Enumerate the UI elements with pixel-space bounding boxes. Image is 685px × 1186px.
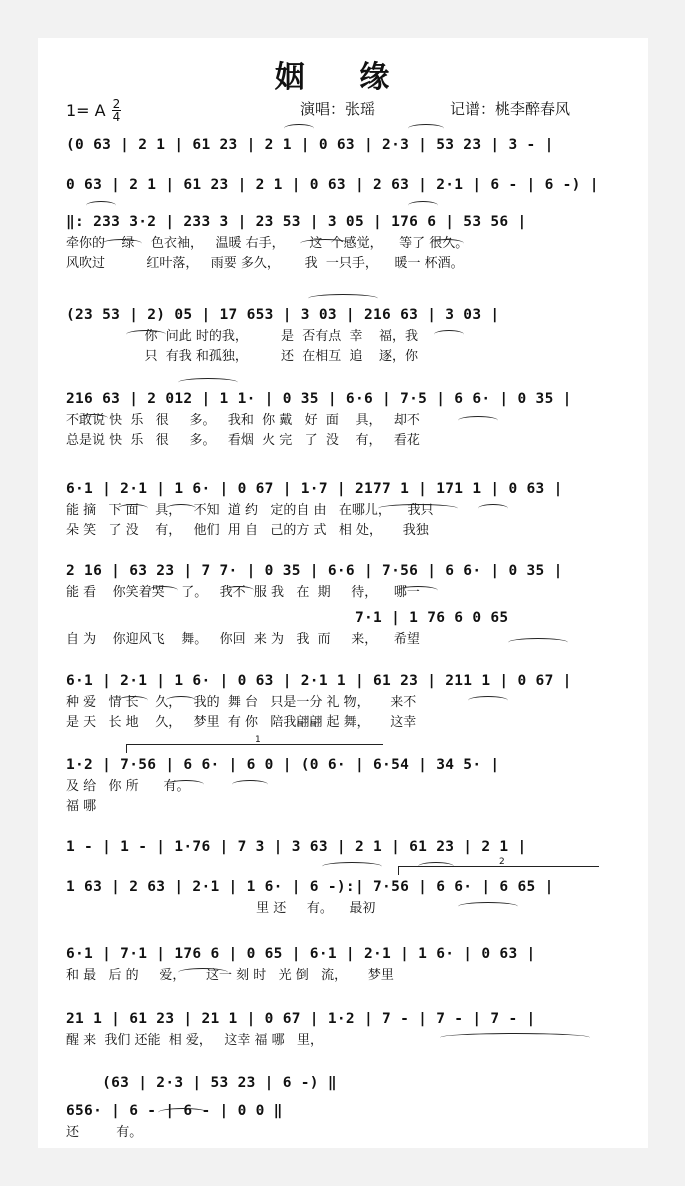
slur-mark — [322, 862, 382, 871]
time-signature-bottom: 4 — [112, 110, 121, 124]
notation-line-14: 21 1 | 61 23 | 21 1 | 0 67 | 1·2 | 7 - | 7 - | 7 - | — [66, 1011, 536, 1027]
transcriber-credit: 记谱：桃李醉春风 — [450, 100, 571, 118]
time-signature-top: 2 — [112, 97, 121, 111]
slur-mark — [478, 504, 508, 513]
lyric-line-9-2: 是 天 长 地 久， 梦里 有 你 陪我翩翩 起 舞， 这幸 — [66, 715, 417, 730]
slur-mark — [284, 124, 314, 133]
notation-line-10: 1·2 | 7·56 | 6 6· | 6 0 | (0 6· | 6·54 | 34 5· | — [66, 757, 500, 773]
notation-line-4: (23 53 | 2) 05 | 17 653 | 3 03 | 216 63 | 3 03 | — [66, 307, 500, 323]
lyric-line-14-1: 醒 来 我们 还能 相 爱， 这幸 福 哪 里， — [66, 1033, 323, 1048]
notation-line-7: 2 16 | 63 23 | 7 7· | 0 35 | 6·6 | 7·56 | 6 6· | 0 35 | — [66, 563, 563, 579]
slur-mark — [102, 239, 142, 248]
lyric-line-8-1: 自 为 你迎风飞 舞。 你回 来 为 我 而 来， 希望 — [66, 632, 420, 647]
slur-mark — [148, 586, 178, 595]
slur-mark — [232, 780, 268, 789]
volta-bracket: 2 — [398, 866, 599, 875]
singer-credit: 演唱：张瑶 — [300, 100, 376, 118]
notation-line-9: 6·1 | 2·1 | 1 6· | 0 63 | 2·1 1 | 61 23 | 211 1 | 0 67 | — [66, 673, 572, 689]
lyric-line-6-1: 能 摘 下 面 具， 不知 道 约 定的自 由 在哪儿， 我只 — [66, 503, 434, 518]
lyric-line-3-2: 风吹过 红叶落， 雨要 多久， 我 一只手， 暖一 杯酒。 — [66, 256, 464, 271]
slur-mark — [434, 330, 464, 339]
notation-line-2: 0 63 | 2 1 | 61 23 | 2 1 | 0 63 | 2 63 | 2·1 | 6 - | 6 -) | — [66, 177, 599, 193]
lyric-line-10-1: 及 给 你 所 有。 — [66, 779, 190, 794]
slur-mark — [508, 638, 568, 647]
notation-line-8: 7·1 | 1 76 6 0 65 — [66, 610, 509, 626]
lyric-line-4-1: 你 问此 时的我， 是 否有点 幸 福，我 — [66, 329, 419, 344]
lyric-line-6-2: 朵 笑 了 没 有， 他们 用 自 己的方 式 相 处， 我独 — [66, 523, 429, 538]
lyric-line-4-2: 只 有我 和孤独， 还 在相互 追 逐，你 — [66, 349, 419, 364]
lyric-line-12-1: 里 还 有。 最初 — [66, 901, 376, 916]
sheet-music-page — [38, 38, 648, 1148]
slur-mark — [300, 239, 350, 248]
slur-mark — [118, 696, 148, 705]
slur-mark — [398, 586, 438, 595]
slur-mark — [378, 504, 458, 513]
notation-line-6: 6·1 | 2·1 | 1 6· | 0 67 | 1·7 | 2177 1 | 171 1 | 0 63 | — [66, 481, 563, 497]
notation-line-5: 216 63 | 2 012 | 1 1· | 0 35 | 6·6 | 7·5 | 6 6· | 0 35 | — [66, 391, 572, 407]
notation-line-13: 6·1 | 7·1 | 176 6 | 0 65 | 6·1 | 2·1 | 1 6· | 0 63 | — [66, 946, 536, 962]
slur-mark — [408, 124, 444, 133]
lyric-line-5-2: 总是说 快 乐 很 多。 看烟 火 完 了 没 有， 看花 — [66, 433, 420, 448]
notation-line-15: (63 | 2·3 | 53 23 | 6 -) ‖ — [66, 1075, 337, 1091]
slur-mark — [158, 1108, 208, 1117]
key-label: 1= A — [66, 101, 106, 120]
lyric-line-9-1: 种 爱 情 长 久， 我的 舞 台 只是一分 礼 物， 来不 — [66, 695, 417, 710]
slur-mark — [178, 378, 238, 387]
key-signature — [66, 98, 121, 123]
lyric-line-5-1: 不敢说 快 乐 很 多。 我和 你 戴 好 面 具， 却不 — [66, 413, 420, 428]
slur-mark — [166, 504, 196, 513]
notation-line-12: 1 63 | 2 63 | 2·1 | 1 6· | 6 -):| 7·56 | 6 6· | 6 65 | — [66, 879, 554, 895]
slur-mark — [458, 902, 518, 911]
lyric-line-7-1: 能 看 你笑着哭 了。 我不 服 我 在 期 待， 哪一 — [66, 585, 420, 600]
volta-bracket: 1 — [126, 744, 383, 753]
notation-line-3: ‖: 233 3·2 | 233 3 | 23 53 | 3 05 | 176 6 | 53 56 | — [66, 214, 527, 230]
lyric-line-3-1: 牵你的 绿 色衣袖， 温暖 右手， 这 个感觉， 等了 很久。 — [66, 236, 469, 251]
slur-mark — [468, 696, 508, 705]
lyric-line-10-2: 福 哪 — [66, 799, 97, 814]
notation-line-16: 656· | 6 - | 6 - | 0 0 ‖ — [66, 1103, 283, 1119]
slur-mark — [86, 201, 116, 210]
song-title: 姻 缘 — [274, 60, 412, 95]
slur-mark — [126, 330, 166, 339]
slur-mark — [166, 696, 196, 705]
slur-mark — [224, 586, 254, 595]
time-signature — [112, 98, 122, 123]
slur-mark — [168, 780, 204, 789]
notation-line-11: 1 - | 1 - | 1·76 | 7 3 | 3 63 | 2 1 | 61 23 | 2 1 | — [66, 839, 527, 855]
slur-mark — [440, 1033, 590, 1042]
slur-mark — [408, 201, 438, 210]
slur-mark — [78, 414, 108, 423]
lyric-line-16-1: 还 有。 — [66, 1125, 143, 1140]
notation-line-1: (0 63 | 2 1 | 61 23 | 2 1 | 0 63 | 2·3 | 53 23 | 3 - | — [66, 137, 554, 153]
lyric-line-13-1: 和 最 后 的 爱， 这一 刻 时 光 倒 流， 梦里 — [66, 968, 394, 983]
slur-mark — [308, 294, 378, 303]
slur-mark — [178, 968, 228, 977]
slur-mark — [118, 504, 148, 513]
slur-mark — [458, 416, 498, 425]
slur-mark — [430, 239, 464, 248]
